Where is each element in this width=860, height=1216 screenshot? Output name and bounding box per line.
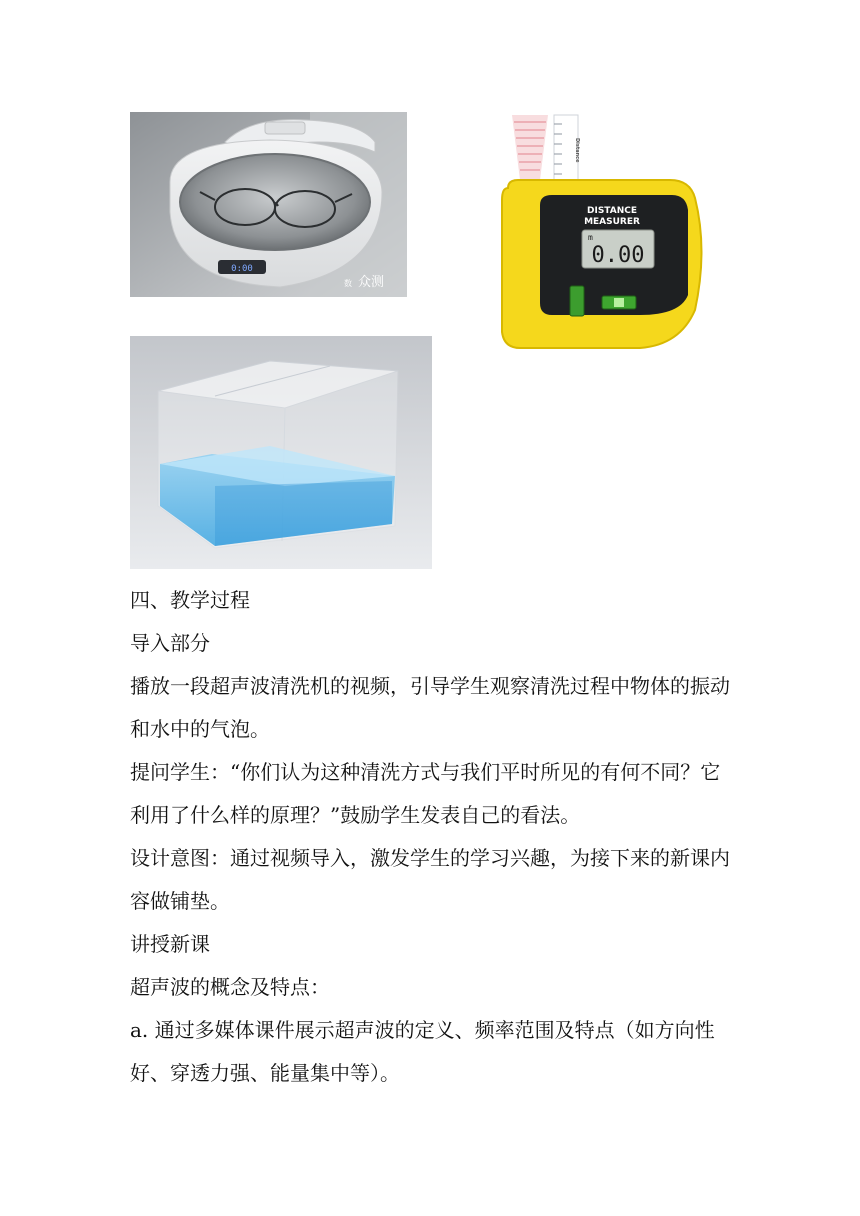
measurer-label-line1: DISTANCE [587,206,637,216]
document-body [130,582,736,1092]
vertical-level-icon [570,286,584,316]
intro-paragraph-3-line-2: 容做铺垫。 [130,889,230,913]
distance-measurer-illustration [490,110,720,360]
tape-label-text: Distance [574,138,580,163]
item-a-line-1: a. 通过多媒体课件展示超声波的定义、频率范围及特点（如方向性 [130,1018,715,1042]
item-a-line-2: 好、穿透力强、能量集中等）。 [130,1061,400,1085]
section-title: 四、教学过程 [130,588,250,612]
water-tank-illustration [130,336,432,569]
distance-measurer-image [490,110,720,360]
intro-paragraph-1-line-1: 播放一段超声波清洗机的视频，引导学生观察清洗过程中物体的振动 [130,674,730,698]
watermark-small-text: 数 [344,279,352,288]
concept-heading: 超声波的概念及特点： [130,975,330,999]
ultrasonic-cleaner-illustration [130,112,407,297]
new-lesson-heading: 讲授新课 [130,932,210,956]
intro-heading: 导入部分 [130,631,210,655]
intro-paragraph-2-line-2: 利用了什么样的原理？”鼓励学生发表自己的看法。 [130,803,581,827]
intro-paragraph-2-line-1: 提问学生：“你们认为这种清洗方式与我们平时所见的有何不同？它 [130,760,721,784]
measurer-unit-text: m [588,233,593,242]
measurer-label-line2: MEASURER [584,217,640,227]
measuring-tape [512,115,580,185]
intro-paragraph-1-line-2: 和水中的气泡。 [130,717,270,741]
ultrasonic-cleaner-image [130,112,407,297]
measurer-reading-text: 0.00 [591,243,645,268]
water-tank-image [130,336,432,569]
intro-paragraph-3-line-1: 设计意图：通过视频导入，激发学生的学习兴趣，为接下来的新课内 [130,846,730,870]
cleaner-display-text: 0:00 [231,264,253,274]
watermark-text: 众测 [358,275,385,290]
